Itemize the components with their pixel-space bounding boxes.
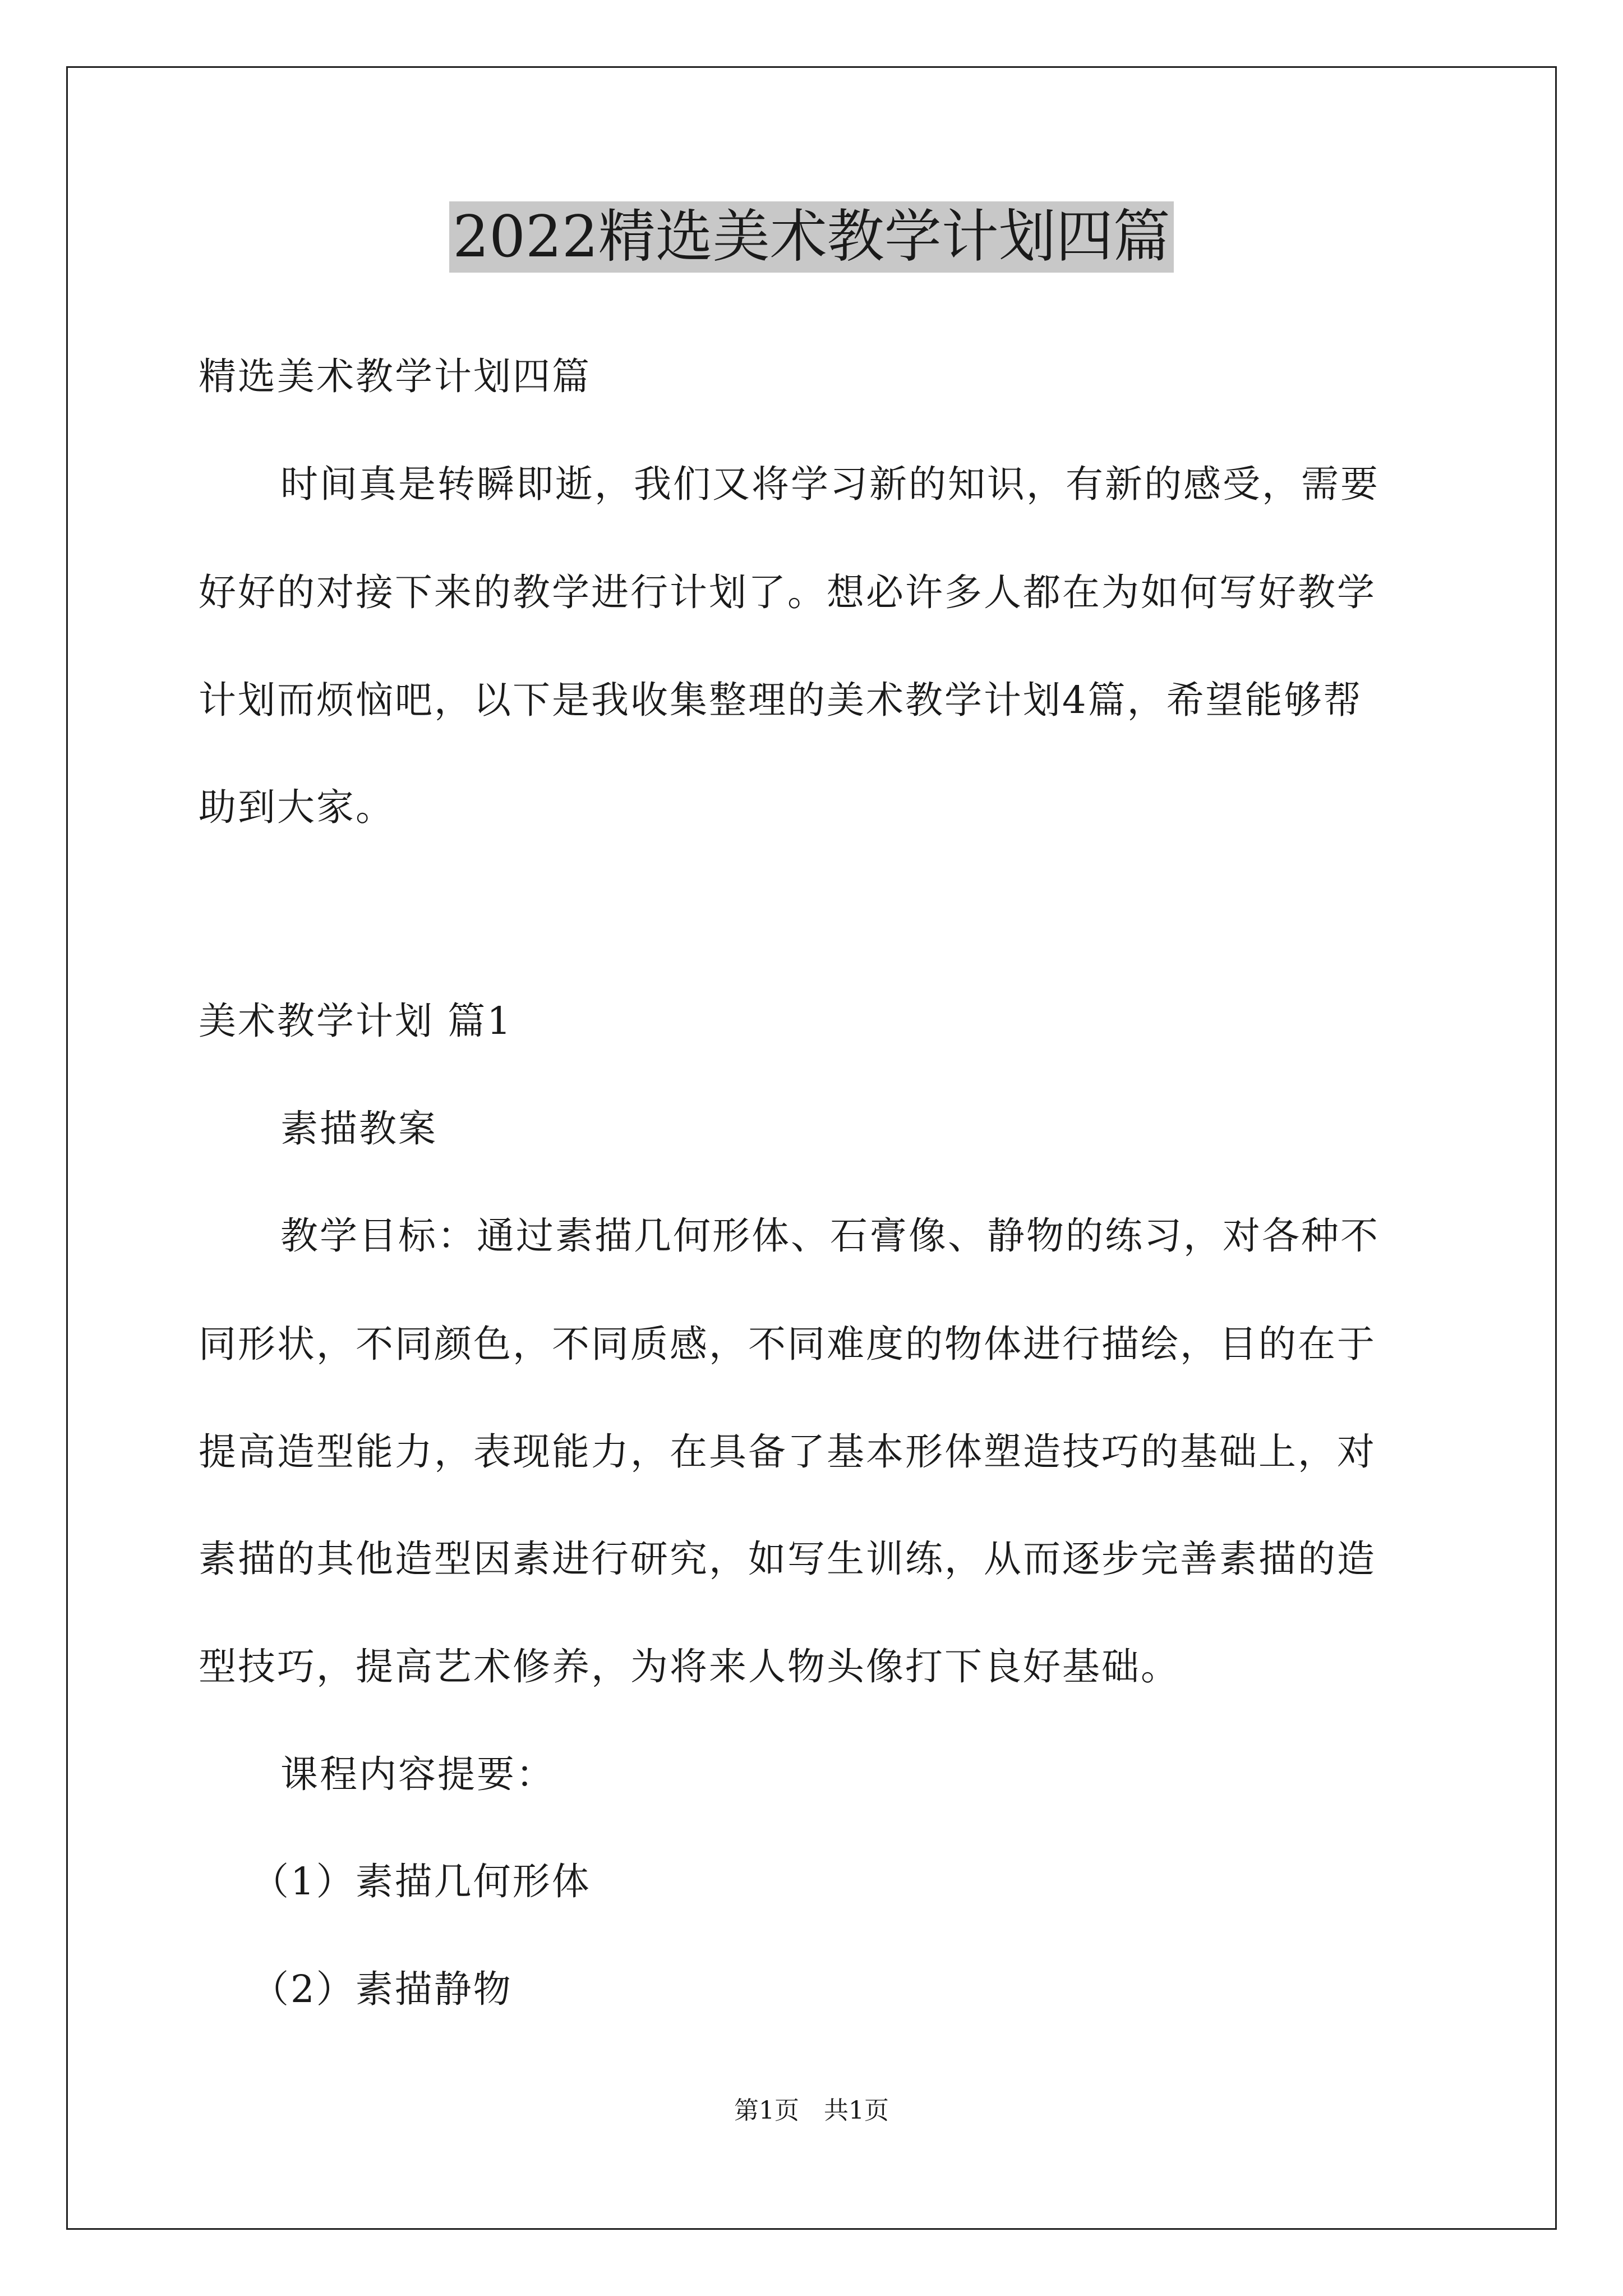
document-title-text: 2022精选美术教学计划四篇 [449,201,1174,273]
objective-line-1: 教学目标：通过素描几何形体、石膏像、静物的练习，对各种不 [280,1214,1380,1258]
intro-line-1: 时间真是转瞬即逝，我们又将学习新的知识，有新的感受，需要 [280,462,1380,506]
page-footer: 第1页 共1页 [734,2096,889,2125]
course-outline-label: 课程内容提要： [280,1752,555,1796]
intro-line-3: 计划而烦恼吧，以下是我收集整理的美术教学计划4篇，希望能够帮 [199,678,1363,722]
intro-line-4: 助到大家。 [199,785,395,829]
section-heading: 美术教学计划 篇1 [199,999,513,1043]
intro-line-2: 好好的对接下来的教学进行计划了。想必许多人都在为如何写好教学 [199,570,1376,614]
objective-line-2: 同形状，不同颜色，不同质感，不同难度的物体进行描绘，目的在于 [199,1322,1376,1366]
document-subtitle: 精选美术教学计划四篇 [199,355,591,398]
document-title [0,203,1623,272]
objective-line-5: 型技巧，提高艺术修养，为将来人物头像打下良好基础。 [199,1645,1180,1688]
objective-line-4: 素描的其他造型因素进行研究，如写生训练，从而逐步完善素描的造 [199,1537,1376,1581]
lesson-title: 素描教案 [280,1107,437,1151]
course-item-1: （1）素描几何形体 [251,1860,591,1903]
course-item-2: （2）素描静物 [251,1967,513,2011]
objective-line-3: 提高造型能力，表现能力，在具备了基本形体塑造技巧的基础上，对 [199,1430,1376,1474]
